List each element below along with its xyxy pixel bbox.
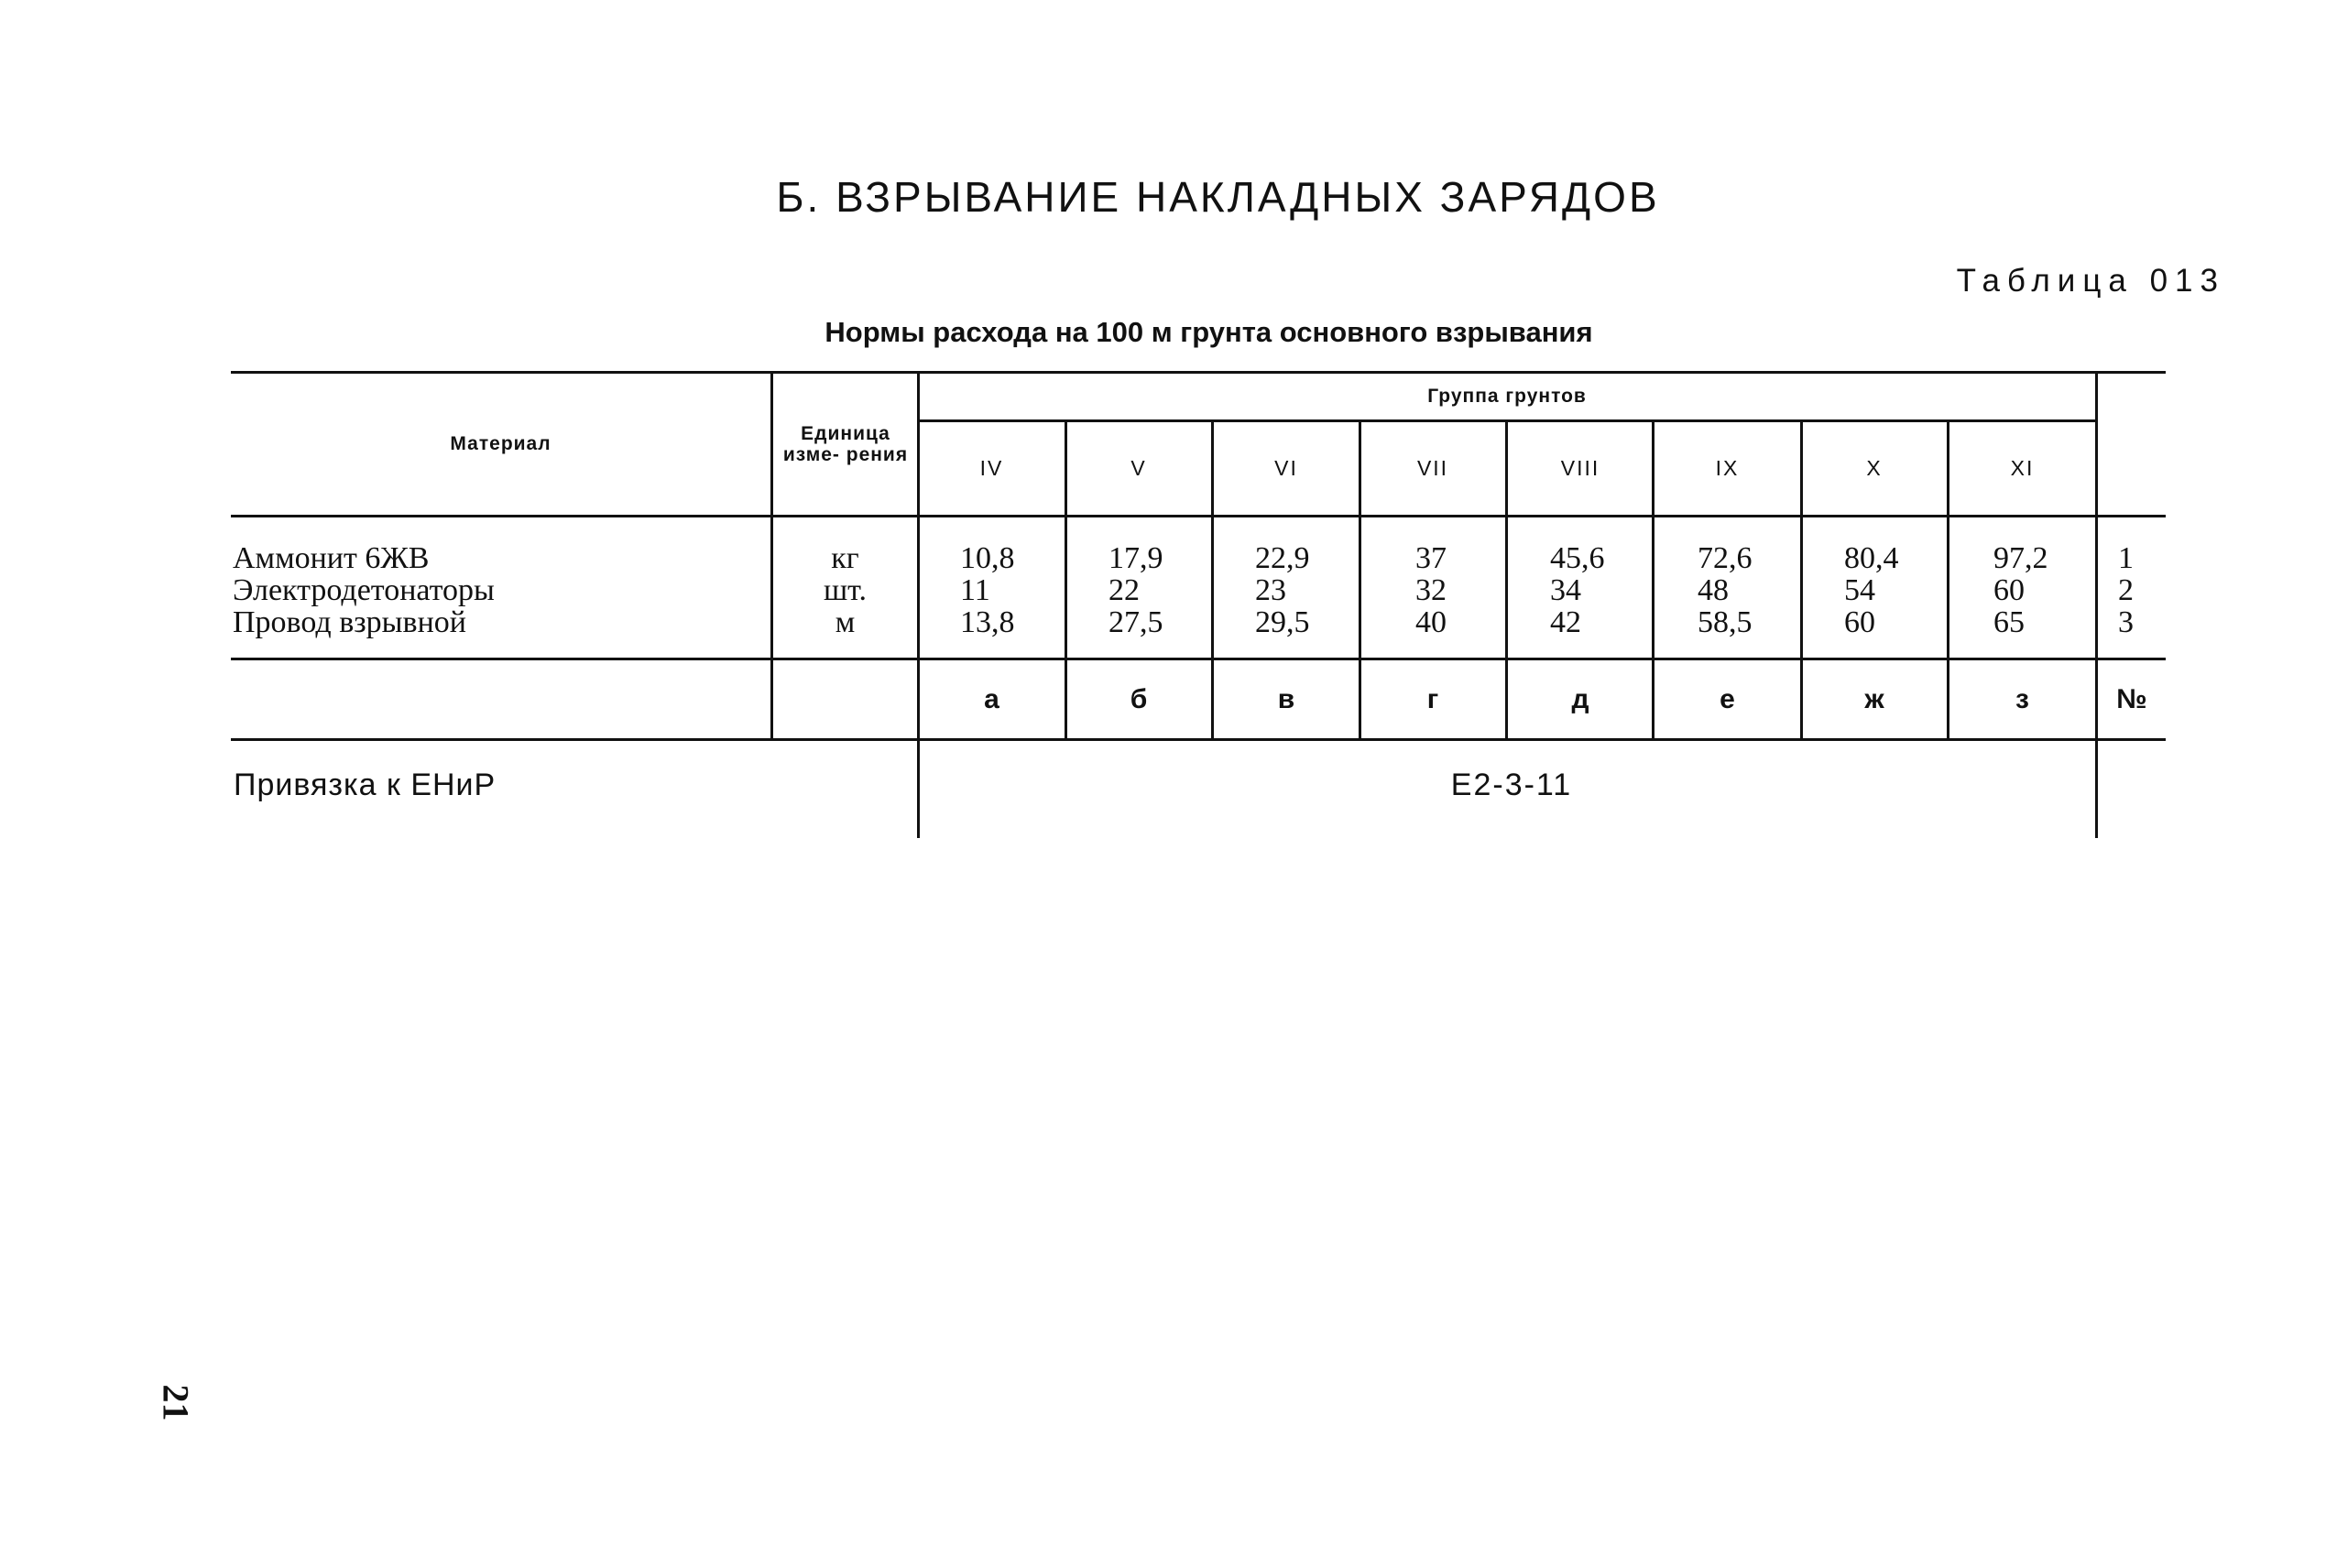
- value-cell: 58,5: [1698, 605, 1753, 639]
- page-number: 21: [155, 1384, 197, 1421]
- header-material: Материал: [450, 433, 551, 454]
- table-caption: Нормы расхода на 100 м грунта основного взрывания: [824, 316, 1593, 348]
- value-cell: 22: [1108, 573, 1140, 607]
- column-letter-z: з: [2015, 683, 2029, 714]
- column-letter-zh: ж: [1864, 683, 1884, 714]
- material-name: Провод взрывной: [233, 605, 466, 639]
- unit-value: шт.: [824, 573, 867, 607]
- value-cell: 37: [1415, 541, 1447, 575]
- group-header-ix: IX: [1715, 456, 1740, 480]
- value-cell: 17,9: [1108, 541, 1163, 575]
- column-letter-e: е: [1720, 683, 1735, 714]
- value-cell: 60: [1844, 605, 1875, 639]
- value-cell: 23: [1255, 573, 1286, 607]
- values-column-iv: [960, 542, 1015, 638]
- row-numbers: [2118, 542, 2134, 638]
- group-header-vii: VII: [1416, 456, 1449, 480]
- group-header-iv: IV: [979, 456, 1004, 480]
- binding-value: Е2-3-11: [1450, 768, 1573, 802]
- group-header-viii: VIII: [1560, 456, 1600, 480]
- values-column-x: [1844, 542, 1899, 638]
- value-cell: 27,5: [1108, 605, 1163, 639]
- unit-value: м: [835, 605, 856, 639]
- header-soil-group: Группа грунтов: [1427, 386, 1587, 407]
- group-header-x: X: [1866, 456, 1883, 480]
- material-name: Электродетонаторы: [233, 573, 495, 607]
- value-cell: 22,9: [1255, 541, 1310, 575]
- unit-value: кг: [831, 541, 859, 575]
- value-cell: 29,5: [1255, 605, 1310, 639]
- value-cell: 65: [1993, 605, 2025, 639]
- value-cell: 97,2: [1993, 541, 2048, 575]
- group-header-xi: XI: [2010, 456, 2035, 480]
- value-cell: 60: [1993, 573, 2025, 607]
- letters-bottom-rule: [231, 738, 2166, 741]
- values-column-xi: [1993, 542, 2048, 638]
- value-cell: 34: [1550, 573, 1581, 607]
- column-letter-a: а: [984, 683, 999, 714]
- number-sign: №: [2116, 683, 2147, 714]
- row-number: 1: [2118, 541, 2134, 575]
- column-letter-v: в: [1277, 683, 1295, 714]
- values-column-v: [1108, 542, 1163, 638]
- header-bottom-rule: [231, 515, 2166, 517]
- table-number: Таблица 013: [1956, 263, 2225, 299]
- value-cell: 11: [960, 573, 990, 607]
- value-cell: 32: [1415, 573, 1447, 607]
- column-letter-b: б: [1130, 683, 1148, 714]
- value-cell: 54: [1844, 573, 1875, 607]
- row-number: 3: [2118, 605, 2134, 639]
- column-letter-d: д: [1571, 683, 1589, 714]
- value-cell: 10,8: [960, 541, 1015, 575]
- values-column-ix: [1698, 542, 1753, 638]
- value-cell: 45,6: [1550, 541, 1605, 575]
- header-unit: Единица изме- рения: [782, 423, 909, 465]
- material-list: [233, 542, 495, 638]
- values-column-viii: [1550, 542, 1605, 638]
- unit-list: [773, 542, 917, 638]
- binding-label: Привязка к ЕНиР: [234, 768, 497, 802]
- value-cell: 42: [1550, 605, 1581, 639]
- value-cell: 72,6: [1698, 541, 1753, 575]
- column-letter-g: г: [1426, 683, 1439, 714]
- value-cell: 80,4: [1844, 541, 1899, 575]
- values-column-vi: [1255, 542, 1310, 638]
- values-column-vii: [1415, 542, 1447, 638]
- value-cell: 48: [1698, 573, 1729, 607]
- value-cell: 13,8: [960, 605, 1015, 639]
- group-header-vi: VI: [1274, 456, 1298, 480]
- section-title: Б. ВЗРЫВАНИЕ НАКЛАДНЫХ ЗАРЯДОВ: [776, 173, 1660, 221]
- value-cell: 40: [1415, 605, 1447, 639]
- row-number: 2: [2118, 573, 2134, 607]
- material-name: Аммонит 6ЖВ: [233, 541, 430, 575]
- group-header-v: V: [1130, 456, 1147, 480]
